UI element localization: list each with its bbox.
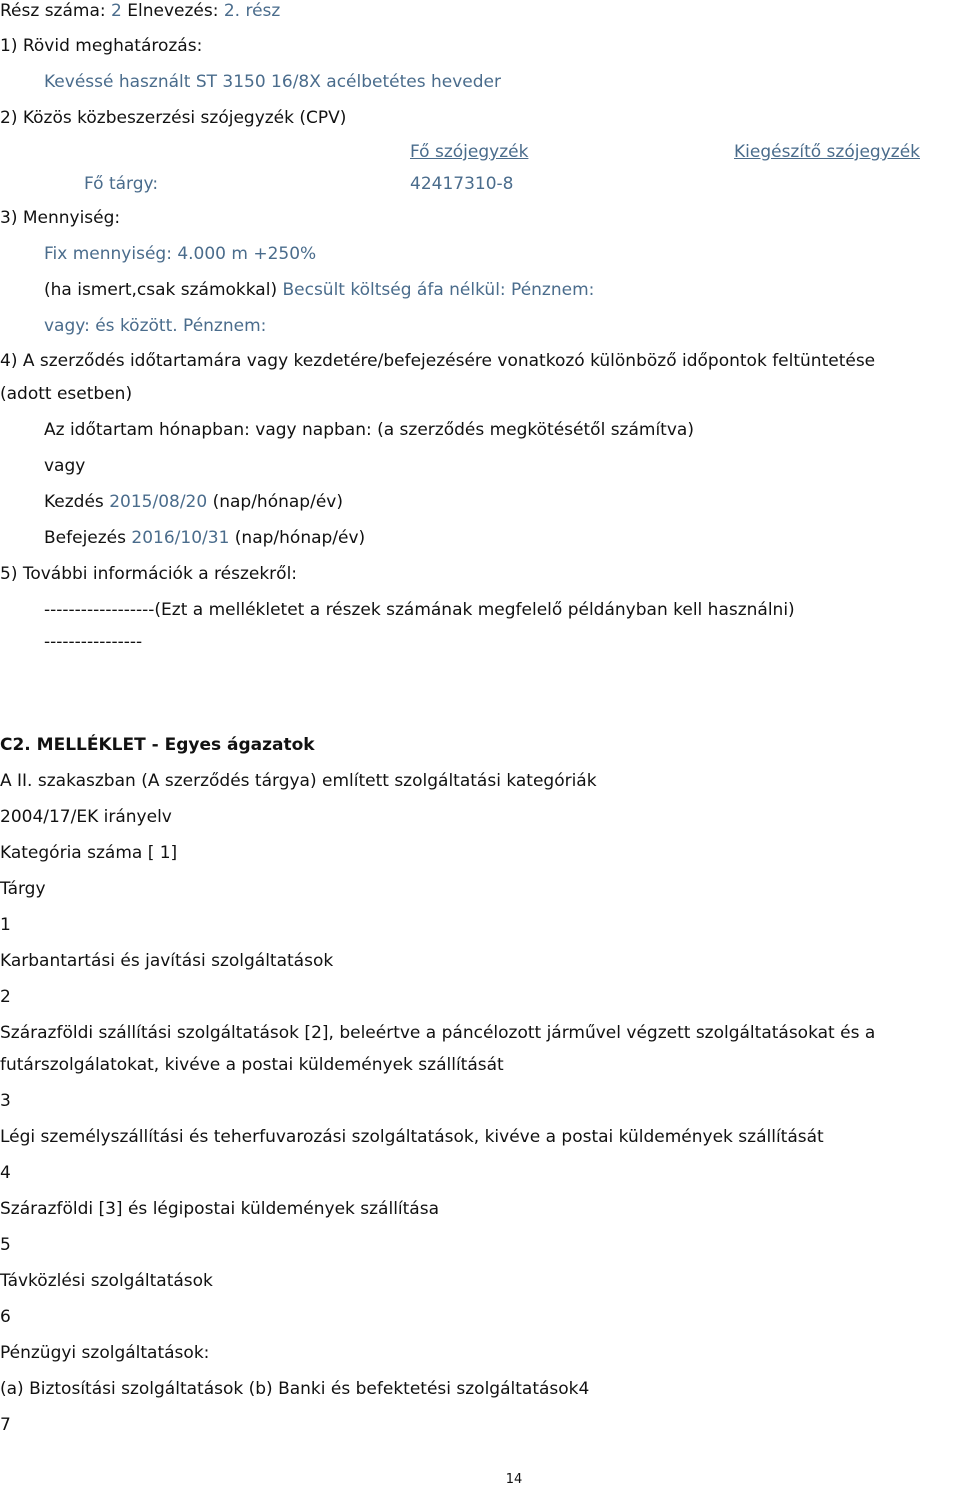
section-4-heading-cont: (adott esetben) xyxy=(0,384,133,404)
category-number: 7 xyxy=(0,1415,11,1435)
page-number: 14 xyxy=(505,1472,523,1487)
annex-note-line-1: ------------------(Ezt a mellékletet a részek számának megfelelő példányban kell használni) xyxy=(44,600,795,620)
cpv-main-vocab-header: Fő szójegyzék xyxy=(410,142,529,162)
category-number: 1 xyxy=(0,915,11,935)
part-header xyxy=(0,0,280,22)
part-number-value: 2 xyxy=(111,1,122,21)
fixed-quantity: Fix mennyiség: 4.000 m +250% xyxy=(44,244,317,264)
annex-directive: 2004/17/EK irányelv xyxy=(0,807,172,827)
annex-title: C2. MELLÉKLET - Egyes ágazatok xyxy=(0,735,315,755)
category-subject: Pénzügyi szolgáltatások: xyxy=(0,1343,210,1363)
estimated-cost xyxy=(44,279,594,301)
category-number: 3 xyxy=(0,1091,11,1111)
part-number-label: Rész száma: xyxy=(0,1,106,21)
part-name-label: Elnevezés: xyxy=(127,1,219,21)
section-5-heading: 5) További információk a részekről: xyxy=(0,564,298,584)
cpv-main-object-label: Fő tárgy: xyxy=(84,174,159,194)
section-4-heading: 4) A szerződés időtartamára vagy kezdetére/befejezésére vonatkozó különböző időpontok feltüntetése xyxy=(0,351,876,371)
start-date-label: Kezdés xyxy=(44,492,104,512)
category-number: 4 xyxy=(0,1163,11,1183)
category-subject-cont: futárszolgálatokat, kivéve a postai küldemények szállítását xyxy=(0,1055,504,1075)
cost-range: vagy: és között. Pénznem: xyxy=(44,316,267,336)
subject-header: Tárgy xyxy=(0,879,46,899)
section-2-heading: 2) Közös közbeszerzési szójegyzék (CPV) xyxy=(0,108,347,128)
section-1-heading: 1) Rövid meghatározás: xyxy=(0,36,203,56)
section-3-heading: 3) Mennyiség: xyxy=(0,208,121,228)
category-subject: Karbantartási és javítási szolgáltatások xyxy=(0,951,334,971)
category-subject: Távközlési szolgáltatások xyxy=(0,1271,213,1291)
end-date-value: 2016/10/31 xyxy=(131,528,230,548)
start-date-value: 2015/08/20 xyxy=(109,492,208,512)
or-text: vagy xyxy=(44,456,86,476)
category-subject: Szárazföldi szállítási szolgáltatások [2], beleértve a páncélozott járművel végzett szolgáltatásokat és a xyxy=(0,1023,876,1043)
end-date-label: Befejezés xyxy=(44,528,126,548)
duration-text: Az időtartam hónapban: vagy napban: (a szerződés megkötésétől számítva) xyxy=(44,420,694,440)
category-number-header: Kategória száma [ 1] xyxy=(0,843,178,863)
start-date-format: (nap/hónap/év) xyxy=(212,492,343,512)
estimated-cost-label: Becsült költség áfa nélkül: Pénznem: xyxy=(282,280,595,300)
cpv-main-object-code: 42417310-8 xyxy=(410,174,514,194)
category-subject-cont: (a) Biztosítási szolgáltatások (b) Banki és befektetési szolgáltatások4 xyxy=(0,1379,590,1399)
annex-note-line-2: ---------------- xyxy=(44,632,143,652)
category-number: 2 xyxy=(0,987,11,1007)
estimated-cost-paren: (ha ismert,csak számokkal) xyxy=(44,280,278,300)
start-date-row xyxy=(44,491,343,513)
section-1-value: Kevéssé használt ST 3150 16/8X acélbetétes heveder xyxy=(44,72,501,92)
part-name-value: 2. rész xyxy=(223,1,281,21)
category-subject: Légi személyszállítási és teherfuvarozási szolgáltatások, kivéve a postai küldemények szállítását xyxy=(0,1127,824,1147)
cpv-supp-vocab-header: Kiegészítő szójegyzék xyxy=(734,142,920,162)
end-date-format: (nap/hónap/év) xyxy=(234,528,366,548)
end-date-row xyxy=(44,527,365,549)
category-subject: Szárazföldi [3] és légipostai küldemények szállítása xyxy=(0,1199,440,1219)
category-number: 5 xyxy=(0,1235,11,1255)
annex-intro: A II. szakaszban (A szerződés tárgya) említett szolgáltatási kategóriák xyxy=(0,771,597,791)
category-number: 6 xyxy=(0,1307,11,1327)
